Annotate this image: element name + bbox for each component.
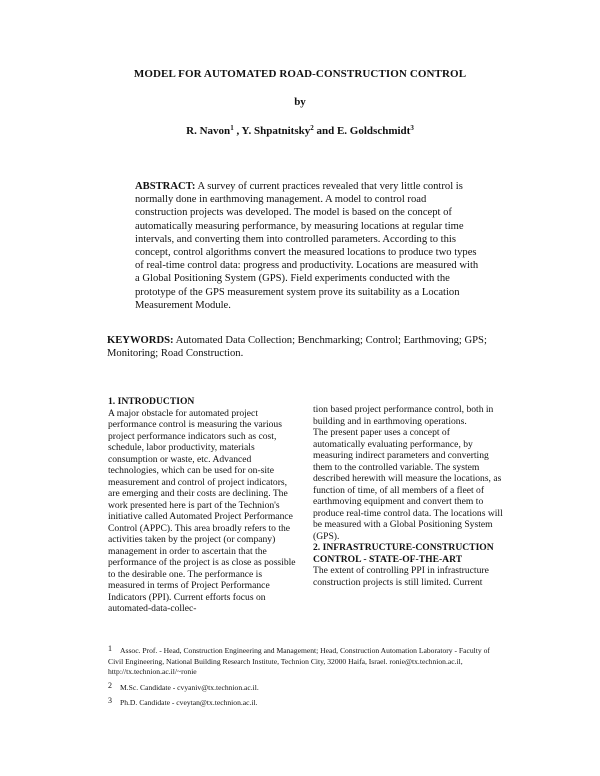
- footnote: [108, 696, 503, 709]
- abstract-label: ABSTRACT:: [135, 181, 196, 192]
- byline: by: [294, 96, 306, 108]
- introduction-paragraph-2: The present paper uses a concept of automatically evaluating performance, by measuring indirect parameters and converting them to the controlled variable. The system described herewith will measure the locations, as function of time, of all members of a fleet of earthmoving equipment and convert them to produce real-time control data. The locations will be measured with a Global Positioning System (GPS).: [313, 427, 503, 542]
- footnote-number: 2: [108, 680, 112, 690]
- footnote-text: Ph.D. Candidate - cveytan@tx.technion.ac.il.: [120, 698, 258, 707]
- section-heading-state-of-the-art: 2. INFRASTRUCTURE-CONSTRUCTION CONTROL - STATE-OF-THE-ART: [313, 542, 494, 565]
- author-name: Y. Shpatnitsky: [241, 125, 311, 137]
- keywords-text: Automated Data Collection; Benchmarking; Control; Earthmoving; GPS; Monitoring; Road Construction.: [107, 335, 487, 360]
- footnote: [108, 644, 503, 678]
- author-footnote-mark: 3: [410, 124, 414, 132]
- introduction-paragraph: A major obstacle for automated project performance control is measuring the various project performance indicators such as cost, schedule, labor productivity, materials consumption or waste, etc. Advanced technologies, which can be used for on-site measurement and control of project indicators, are emerging and their costs are declining. The work presented here is part of the Technion's initiative called Automated Project Performance Control (APPC). This area broadly refers to the activities taken by the project (or company) management in order to ascertain that the performance of the project is as close as possible to the desirable one. The performance is measured in terms of Project Performance Indicators (PPI). Current efforts focus on automated-data-collec-: [108, 407, 296, 614]
- footnote-number: 1: [108, 644, 112, 653]
- abstract-text: A survey of current practices revealed that very little control is normally done in earthmoving management. A model to control road construction projects was developed. The model is based on the concept of automatically measuring performance, by measuring locations at regular time intervals, and converting them into controlled parameters. According to this concept, control algorithms convert the measured locations to produce two types of real-time control data: progress and productivity. Locations are measured with a Global Positioning System (GPS). Field experiments conducted with the prototype of the GPS measurement system prove its suitability as a Location Measurement Module.: [135, 181, 479, 311]
- right-column: [313, 404, 503, 588]
- keywords: [107, 334, 487, 360]
- left-column: [108, 396, 298, 615]
- section-heading-introduction: 1. INTRODUCTION: [108, 396, 195, 407]
- footnote-text: Assoc. Prof. - Head, Construction Engineering and Management; Head, Construction Automation Laboratory - Faculty of Civil Engineering, National Building Research Institute, Technion City, 32000 Haifa, Israel. ronie@tx.technion.ac.il, http://tx.technion.ac.il/~ronie: [108, 646, 490, 676]
- introduction-continuation: tion based project performance control, both in building and in earthmoving operations.: [313, 404, 494, 427]
- section2-paragraph: The extent of controlling PPI in infrastructure construction projects is still limited. Current: [313, 565, 489, 588]
- author-name: R. Navon: [186, 125, 231, 137]
- footnotes: [108, 644, 503, 712]
- paper-title: MODEL FOR AUTOMATED ROAD-CONSTRUCTION CONTROL: [133, 68, 467, 80]
- footnote-number: 3: [108, 696, 112, 705]
- author-name: E. Goldschmidt: [336, 125, 411, 137]
- abstract: [135, 180, 480, 312]
- author-list: [0, 124, 600, 137]
- footnote-text: M.Sc. Candidate - cvyaniv@tx.technion.ac.il.: [120, 682, 259, 692]
- footnote: [108, 681, 503, 694]
- author-separator: and: [313, 125, 337, 137]
- keywords-label: KEYWORDS:: [107, 335, 174, 346]
- author-footnote-mark: 2: [310, 124, 314, 132]
- author-separator: ,: [233, 125, 242, 137]
- author-footnote-mark: 1: [230, 124, 234, 132]
